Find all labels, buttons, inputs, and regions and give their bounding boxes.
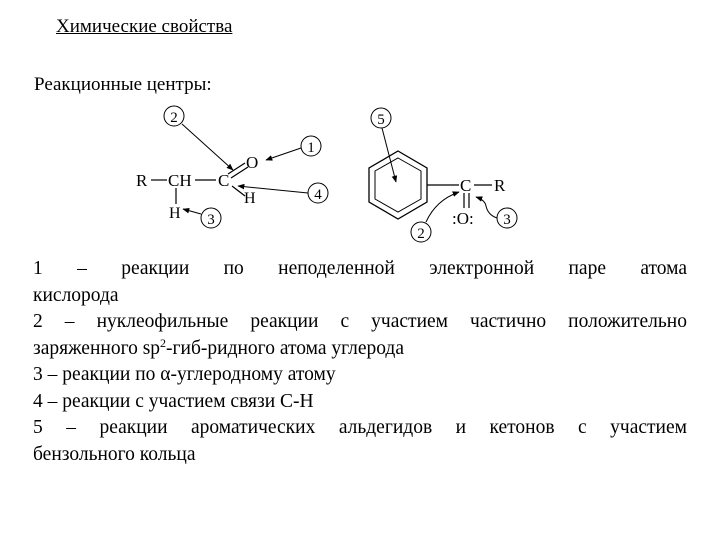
item-5-line-1: 5 – реакции ароматических альдегидов и кетонов с участием (33, 417, 687, 438)
double-bond-a (228, 163, 245, 174)
benzene-inner-ring (375, 158, 421, 212)
center-3b-label: 3 (503, 212, 511, 228)
item-2-line-1: 2 – нуклеофильные реакции с участием частично положительно (33, 311, 687, 332)
carbonyl-carbon-label: C (218, 171, 230, 190)
item-2-text-a: заряженного sp (33, 337, 161, 359)
aromatic-structure (369, 108, 517, 242)
arrow-center-1 (266, 148, 301, 160)
center-2-label: 2 (170, 110, 178, 126)
item-3-text-a: 3 – реакции по (33, 364, 161, 385)
ch-label: CH (168, 171, 192, 190)
center-2b-label: 2 (417, 226, 425, 242)
r-group-label: R (136, 171, 148, 190)
slide-subtitle: Реакционные центры: (34, 74, 212, 95)
arrow-center-3b (476, 197, 497, 218)
reaction-descriptions (33, 256, 687, 468)
center-5-label: 5 (377, 112, 385, 128)
arrow-center-5 (382, 128, 396, 182)
item-3-text-b: -углеродному атому (170, 364, 336, 385)
alpha-h-label: H (169, 205, 181, 222)
reaction-centers-diagram (0, 0, 720, 260)
item-3 (33, 362, 687, 389)
aromatic-r-label: R (494, 176, 506, 195)
oxygen-label: O (246, 153, 259, 172)
item-2-text-b: -гиб-ридного атома углерода (166, 337, 405, 359)
center-3-label: 3 (207, 212, 215, 228)
slide-title: Химические свойства (56, 16, 233, 37)
center-4-label: 4 (314, 187, 322, 203)
aromatic-oxygen-label: :O: (452, 209, 474, 228)
item-5-line-2: бензольного кольца (33, 443, 196, 465)
item-4: 4 – реакции с участием связи С-Н (33, 390, 314, 412)
item-1-line-2: кислорода (33, 284, 119, 306)
item-2-line-2 (33, 336, 687, 363)
arrow-center-3 (183, 209, 201, 214)
carbonyl-structure (136, 106, 328, 228)
aromatic-carbon-label: C (460, 176, 472, 195)
aldehyde-h-label: H (244, 190, 256, 207)
benzene-ring (369, 151, 427, 219)
alpha-symbol: α (160, 364, 171, 385)
item-2-superscript: 2 (160, 335, 167, 350)
item-1-line-1: 1 – реакции по неподеленной электронной паре атома (33, 258, 687, 279)
center-1-label: 1 (307, 140, 315, 156)
arrow-center-2 (182, 124, 233, 170)
